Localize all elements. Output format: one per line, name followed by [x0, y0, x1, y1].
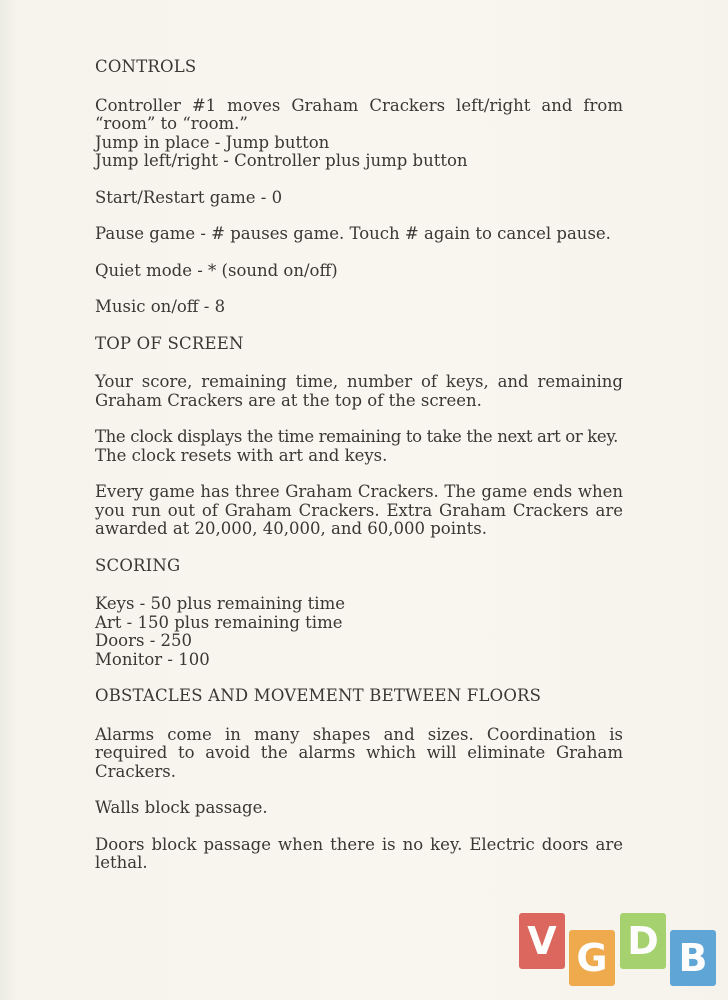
- obstacles-paragraph-3: [95, 836, 623, 873]
- paragraph-line: Your score, remaining time, number of keys, and remaining: [95, 372, 623, 391]
- music-text: Music on/off - 8: [95, 297, 226, 316]
- paragraph-line: required to avoid the alarms which will eliminate Graham: [95, 743, 623, 762]
- obstacles-paragraph-1: [95, 726, 623, 782]
- top-of-screen-paragraph-2: [95, 428, 623, 465]
- paragraph-line: Crackers.: [95, 761, 176, 781]
- controls-line: Jump left/right - Controller plus jump button: [95, 151, 468, 170]
- pause-text: Pause game - # pauses game. Touch # again to cancel pause.: [95, 224, 611, 243]
- obstacles-paragraph-2: Walls block passage.: [95, 798, 268, 817]
- scoring-item: Art - 150 plus remaining time: [95, 612, 343, 632]
- vgdb-watermark-logo: [519, 913, 719, 988]
- scoring-item: Monitor - 100: [95, 649, 210, 669]
- watermark-letter-v: V: [519, 913, 565, 969]
- paragraph-line: lethal.: [95, 853, 148, 872]
- watermark-letter-d: D: [620, 913, 666, 969]
- controls-line: Jump in place - Jump button: [95, 132, 330, 152]
- scoring-list: [95, 595, 623, 669]
- obstacles-heading: OBSTACLES AND MOVEMENT BETWEEN FLOORS: [95, 686, 542, 705]
- paragraph-line: you run out of Graham Crackers. Extra Graham Crackers are: [95, 500, 623, 520]
- paragraph-line: Doors block passage when there is no key. Electric doors are: [95, 834, 623, 854]
- top-of-screen-heading: TOP OF SCREEN: [95, 333, 244, 353]
- paragraph-line: Graham Crackers are at the top of the screen.: [95, 390, 482, 410]
- controls-paragraph: [95, 97, 623, 171]
- manual-text: [95, 58, 623, 873]
- top-of-screen-paragraph-3: [95, 483, 623, 539]
- scoring-item: Keys - 50 plus remaining time: [95, 594, 345, 613]
- paragraph-line: Every game has three Graham Crackers. The game ends when: [95, 482, 623, 501]
- paragraph-line: Alarms come in many shapes and sizes. Coordination is: [95, 724, 623, 744]
- top-of-screen-paragraph-1: [95, 373, 623, 410]
- scoring-heading: SCORING: [95, 555, 181, 575]
- paragraph-line: awarded at 20,000, 40,000, and 60,000 points.: [95, 519, 487, 538]
- paragraph-line: The clock resets with art and keys.: [95, 445, 388, 465]
- quiet-mode-text: Quiet mode - * (sound on/off): [95, 260, 338, 280]
- paragraph-line: The clock displays the time remaining to take the next art or key.: [95, 427, 619, 446]
- controls-heading: CONTROLS: [95, 57, 197, 76]
- scoring-item: Doors - 250: [95, 631, 193, 650]
- controls-line: Controller #1 moves Graham Crackers left/right and from: [95, 95, 623, 115]
- start-restart-text: Start/Restart game - 0: [95, 187, 283, 207]
- watermark-letter-b: B: [670, 930, 716, 986]
- watermark-letter-g: G: [569, 930, 615, 986]
- controls-line: “room” to “room.”: [95, 114, 248, 133]
